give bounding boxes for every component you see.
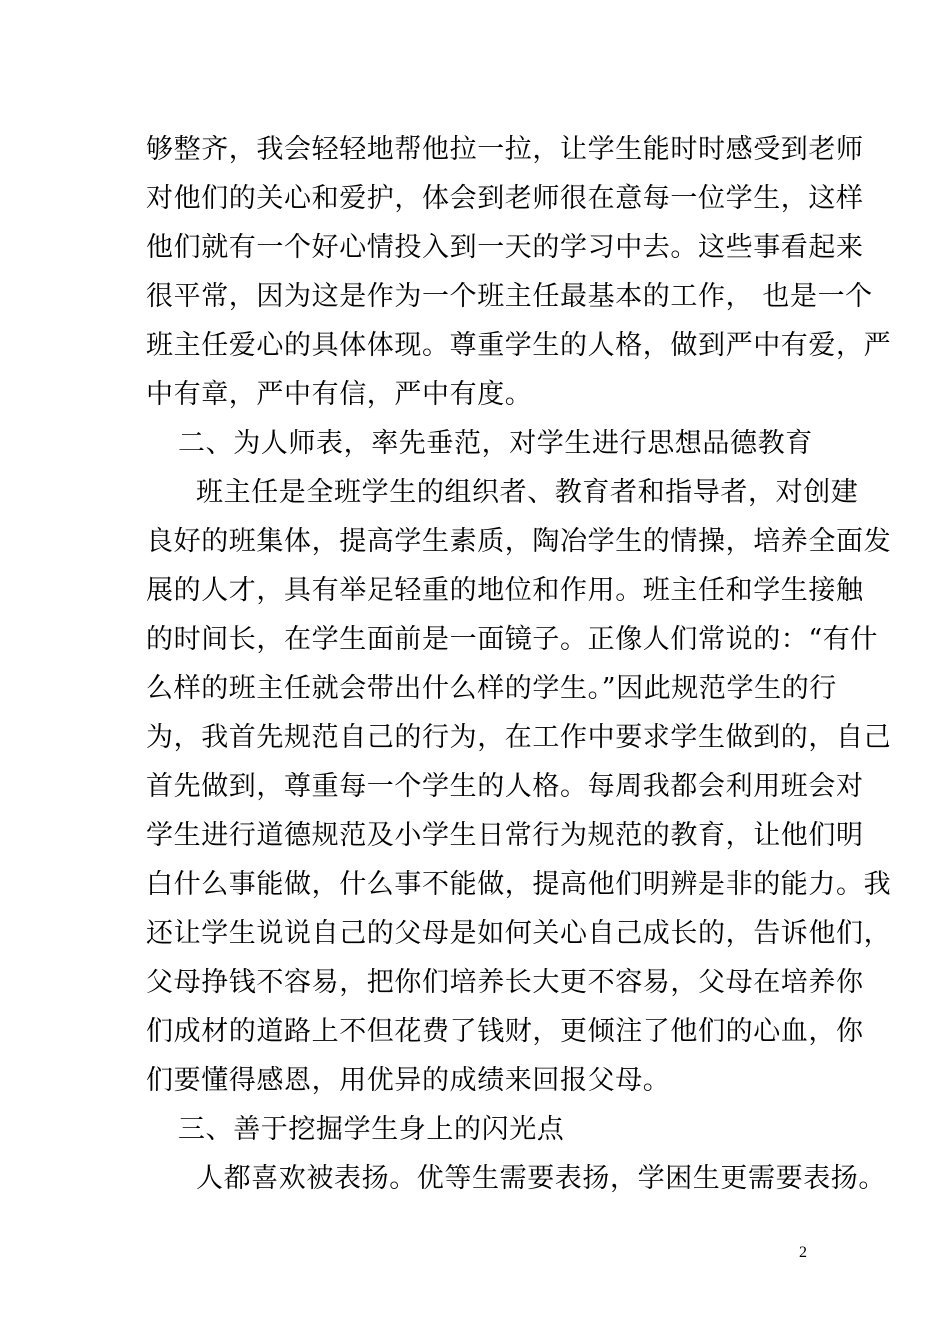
paragraph-line: 白什么事能做，什么事不能做，提高他们明辨是非的能力。我: [146, 869, 892, 900]
paragraph-line: 首先做到，尊重每一个学生的人格。每周我都会利用班会对: [146, 771, 864, 802]
section-heading: 二、为人师表，率先垂范，对学生进行思想品德教育: [178, 428, 813, 459]
paragraph-line: 么样的班主任就会带出什么样的学生。”因此规范学生的行: [146, 673, 837, 704]
paragraph-line: 父母挣钱不容易，把你们培养长大更不容易，父母在培养你: [146, 967, 864, 998]
paragraph-line: 对他们的关心和爱护，体会到老师很在意每一位学生，这样: [146, 183, 864, 214]
paragraph-line: 班主任是全班学生的组织者、教育者和指导者，对创建: [196, 477, 859, 508]
page-number: 2: [799, 1244, 807, 1261]
paragraph-line: 中有章，严中有信，严中有度。: [146, 379, 533, 410]
paragraph-line: 们成材的道路上不但花费了钱财，更倾注了他们的心血，你: [146, 1016, 864, 1047]
section-heading: 三、善于挖掘学生身上的闪光点: [178, 1114, 565, 1145]
paragraph-line: 学生进行道德规范及小学生日常行为规范的教育，让他们明: [146, 820, 864, 851]
paragraph-line: 展的人才，具有举足轻重的地位和作用。班主任和学生接触: [146, 575, 864, 606]
paragraph-line: 人都喜欢被表扬。优等生需要表扬，学困生更需要表扬。: [196, 1163, 886, 1194]
paragraph-line: 班主任爱心的具体体现。尊重学生的人格，做到严中有爱，严: [146, 330, 892, 361]
paragraph-line: 还让学生说说自己的父母是如何关心自己成长的，告诉他们，: [146, 918, 892, 949]
paragraph-line: 很平常，因为这是作为一个班主任最基本的工作， 也是一个: [146, 281, 873, 312]
paragraph-line: 他们就有一个好心情投入到一天的学习中去。这些事看起来: [146, 232, 864, 263]
paragraph-line: 的时间长，在学生面前是一面镜子。正像人们常说的：“有什: [146, 624, 879, 655]
paragraph-line: 们要懂得感恩，用优异的成绩来回报父母。: [146, 1065, 671, 1096]
paragraph-line: 够整齐，我会轻轻地帮他拉一拉，让学生能时时感受到老师: [146, 134, 864, 165]
paragraph-line: 良好的班集体，提高学生素质，陶冶学生的情操，培养全面发: [146, 526, 892, 557]
paragraph-line: 为，我首先规范自己的行为，在工作中要求学生做到的，自己: [146, 722, 892, 753]
